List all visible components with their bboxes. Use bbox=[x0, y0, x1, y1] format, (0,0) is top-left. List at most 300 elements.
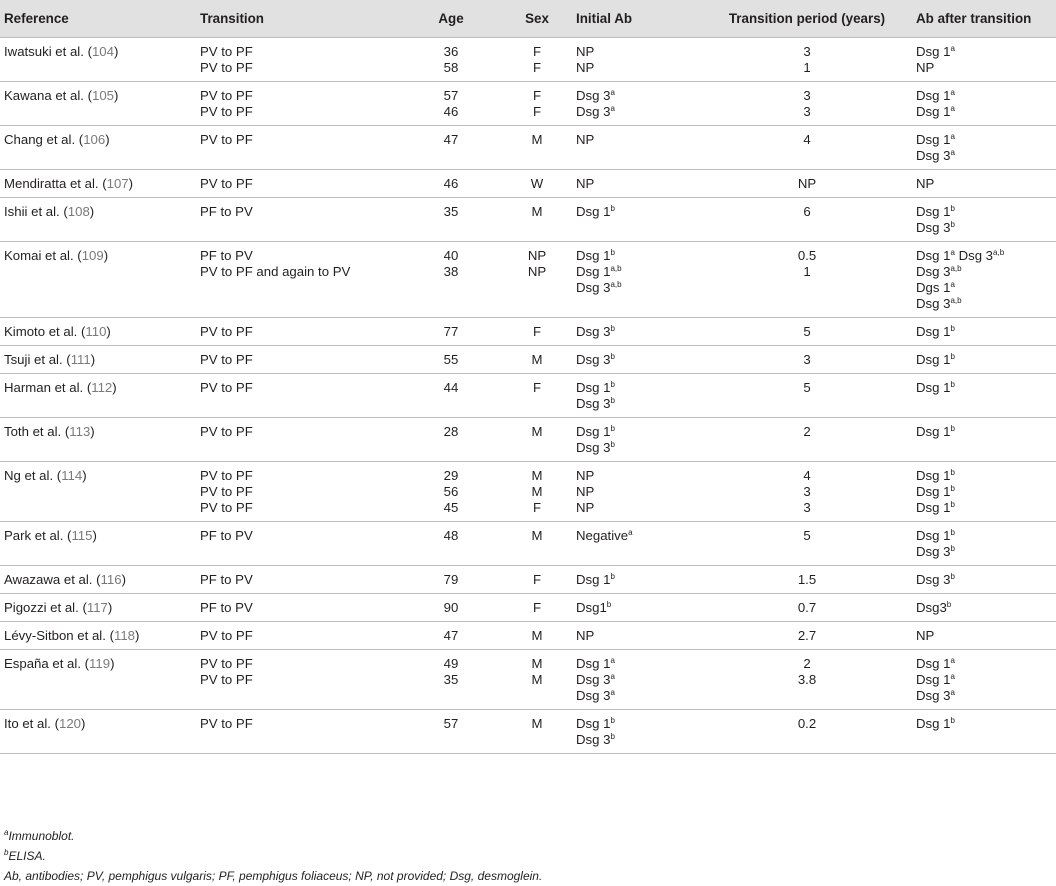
cell-lines bbox=[916, 126, 1052, 164]
cell-reference bbox=[0, 38, 196, 82]
reference-link[interactable]: 108 bbox=[67, 204, 90, 219]
cell-line bbox=[576, 264, 698, 280]
cell-line bbox=[404, 176, 498, 192]
cell-line bbox=[506, 600, 568, 616]
reference-link[interactable]: 112 bbox=[91, 380, 113, 395]
cell-transition bbox=[196, 82, 400, 126]
superscript-note: b bbox=[610, 572, 615, 581]
cell-lines bbox=[506, 594, 568, 616]
cell-line bbox=[706, 600, 908, 616]
reference-link[interactable]: 118 bbox=[113, 628, 135, 643]
reference-link[interactable]: 116 bbox=[100, 572, 122, 587]
cell-line bbox=[916, 688, 1052, 704]
reference-close-paren: ) bbox=[128, 176, 134, 191]
cell-line bbox=[200, 656, 396, 672]
cell-text: 40 bbox=[443, 248, 459, 263]
cell-ab-after bbox=[912, 82, 1056, 126]
cell-lines bbox=[576, 346, 698, 368]
reference-link[interactable]: 106 bbox=[83, 132, 106, 147]
cell-reference bbox=[0, 566, 196, 594]
cell-sex bbox=[502, 374, 572, 418]
cell-line bbox=[200, 248, 396, 264]
cell-text: Dsg 1 bbox=[916, 528, 951, 543]
cell-text: PV to PF bbox=[200, 424, 253, 439]
superscript-note: b bbox=[610, 716, 615, 725]
cell-line bbox=[916, 324, 1052, 340]
cell-transition bbox=[196, 242, 400, 318]
cell-text: 0.2 bbox=[797, 716, 817, 731]
cell-reference bbox=[0, 170, 196, 198]
superscript-note: b bbox=[610, 248, 615, 257]
cell-age bbox=[400, 462, 502, 522]
cell-line bbox=[404, 204, 498, 220]
cell-transition-period bbox=[702, 170, 912, 198]
cell-text: Dsg 1 bbox=[916, 132, 951, 147]
cell-transition bbox=[196, 462, 400, 522]
cell-transition-period bbox=[702, 38, 912, 82]
cell-text: Dgs 1 bbox=[916, 280, 951, 295]
table-body bbox=[0, 38, 1056, 754]
cell-line bbox=[706, 176, 908, 192]
cell-line bbox=[706, 572, 908, 588]
cell-lines bbox=[404, 522, 498, 544]
cell-line bbox=[404, 44, 498, 60]
reference-link[interactable]: 113 bbox=[69, 424, 91, 439]
reference-close-paren: ) bbox=[135, 628, 140, 643]
superscript-note: b bbox=[610, 352, 615, 361]
cell-lines bbox=[506, 38, 568, 76]
cell-age bbox=[400, 374, 502, 418]
cell-age bbox=[400, 126, 502, 170]
cell-line bbox=[706, 528, 908, 544]
cell-age bbox=[400, 594, 502, 622]
cell-line bbox=[706, 656, 908, 672]
cell-line bbox=[576, 688, 698, 704]
cell-text: 47 bbox=[443, 132, 459, 147]
reference-author: Pigozzi et al. bbox=[4, 600, 79, 615]
cell-text: 1 bbox=[803, 264, 811, 279]
cell-text: PF to PV bbox=[200, 600, 253, 615]
reference-link[interactable]: 120 bbox=[58, 716, 81, 731]
cell-line bbox=[916, 716, 1052, 732]
cell-transition-period bbox=[702, 374, 912, 418]
cell-line bbox=[576, 380, 698, 396]
cell-line bbox=[506, 468, 568, 484]
cell-sex bbox=[502, 594, 572, 622]
cell-transition-period bbox=[702, 622, 912, 650]
cell-line bbox=[4, 318, 192, 340]
cell-line bbox=[576, 88, 698, 104]
cell-text: 28 bbox=[443, 424, 459, 439]
cell-line bbox=[200, 264, 396, 280]
cell-line bbox=[404, 572, 498, 588]
cell-line bbox=[506, 500, 568, 516]
cell-text: F bbox=[532, 44, 542, 59]
table-header bbox=[0, 0, 1056, 38]
cell-lines bbox=[916, 594, 1052, 616]
cell-lines bbox=[576, 38, 698, 76]
cell-sex bbox=[502, 170, 572, 198]
reference-link[interactable]: 115 bbox=[71, 528, 93, 543]
cell-lines bbox=[576, 710, 698, 748]
cell-text: PV to PF bbox=[200, 88, 253, 103]
table-row bbox=[0, 462, 1056, 522]
cell-lines bbox=[200, 82, 396, 120]
superscript-note: a bbox=[610, 688, 615, 697]
cell-initial-ab bbox=[572, 198, 702, 242]
cell-text: Dsg 3 bbox=[576, 352, 611, 367]
reference-open-paren: ( bbox=[75, 132, 84, 147]
cell-transition-period bbox=[702, 242, 912, 318]
cell-line bbox=[404, 500, 498, 516]
reference-author: Kimoto et al. bbox=[4, 324, 78, 339]
cell-text: 5 bbox=[803, 324, 811, 339]
cell-initial-ab bbox=[572, 462, 702, 522]
superscript-note: b bbox=[950, 204, 955, 213]
cell-line bbox=[200, 324, 396, 340]
superscript-note: b bbox=[950, 468, 955, 477]
cell-text: Dsg 1 bbox=[576, 264, 611, 279]
cell-line bbox=[916, 628, 1052, 644]
reference-author: Ng et al. bbox=[4, 468, 54, 483]
cell-lines bbox=[706, 566, 908, 588]
reference-link[interactable]: 105 bbox=[91, 88, 114, 103]
cell-lines bbox=[916, 622, 1052, 644]
cell-reference bbox=[0, 82, 196, 126]
cell-lines bbox=[916, 346, 1052, 368]
cell-lines bbox=[506, 242, 568, 280]
reference-link[interactable]: 110 bbox=[85, 324, 107, 339]
cell-lines bbox=[404, 38, 498, 76]
cell-sex bbox=[502, 346, 572, 374]
cell-age bbox=[400, 418, 502, 462]
cell-line bbox=[506, 176, 568, 192]
cell-age bbox=[400, 650, 502, 710]
cell-text: Dsg 1 bbox=[916, 468, 951, 483]
reference-close-paren: ) bbox=[105, 132, 110, 147]
cell-text: NP bbox=[576, 44, 595, 59]
reference-close-paren: ) bbox=[106, 324, 111, 339]
cell-initial-ab bbox=[572, 650, 702, 710]
cell-line bbox=[506, 204, 568, 220]
table-row bbox=[0, 170, 1056, 198]
cell-line bbox=[200, 88, 396, 104]
superscript-note: b bbox=[950, 380, 955, 389]
cell-text: Dsg 3 bbox=[576, 732, 611, 747]
cell-line bbox=[916, 500, 1052, 516]
cell-reference bbox=[0, 622, 196, 650]
superscript-note: a bbox=[950, 44, 955, 53]
table-row bbox=[0, 594, 1056, 622]
cell-line bbox=[200, 352, 396, 368]
reference-link[interactable]: 107 bbox=[106, 176, 129, 191]
reference-open-paren: ( bbox=[63, 528, 72, 543]
cell-lines bbox=[916, 374, 1052, 396]
cell-text: 0.7 bbox=[797, 600, 817, 615]
cell-line bbox=[200, 424, 396, 440]
cell-age bbox=[400, 170, 502, 198]
cell-line bbox=[4, 650, 192, 672]
cell-text: M bbox=[531, 204, 543, 219]
superscript-note: a,b bbox=[993, 248, 1005, 257]
footnote-b bbox=[4, 846, 1054, 866]
cell-text: M bbox=[531, 468, 543, 483]
cell-transition bbox=[196, 170, 400, 198]
cell-text: Dsg 1 bbox=[576, 204, 611, 219]
cell-line bbox=[506, 380, 568, 396]
cell-line bbox=[706, 380, 908, 396]
cell-line bbox=[506, 60, 568, 76]
footnote-a-mark: a bbox=[4, 828, 9, 837]
cell-text: F bbox=[532, 500, 542, 515]
reference-link[interactable]: 111 bbox=[70, 352, 91, 367]
cell-text: PF to PV bbox=[200, 528, 253, 543]
cell-text: NP bbox=[576, 132, 595, 147]
cell-transition bbox=[196, 522, 400, 566]
cell-initial-ab bbox=[572, 566, 702, 594]
cell-text: W bbox=[530, 176, 544, 191]
cell-lines bbox=[576, 650, 698, 704]
cell-line bbox=[916, 572, 1052, 588]
superscript-note: b bbox=[950, 544, 955, 553]
cell-line bbox=[576, 672, 698, 688]
reference-open-paren: ( bbox=[92, 572, 101, 587]
cell-line bbox=[916, 44, 1052, 60]
cell-text: NP bbox=[576, 484, 595, 499]
cell-line bbox=[576, 656, 698, 672]
cell-text: PV to PF bbox=[200, 656, 253, 671]
cell-line bbox=[576, 424, 698, 440]
cell-text: Dsg 3 bbox=[576, 688, 611, 703]
cell-line bbox=[506, 716, 568, 732]
reference-link[interactable]: 109 bbox=[81, 248, 104, 263]
superscript-note: b bbox=[610, 440, 615, 449]
cell-lines bbox=[200, 374, 396, 396]
superscript-note: a bbox=[628, 528, 633, 537]
cell-line bbox=[706, 88, 908, 104]
cell-line bbox=[506, 424, 568, 440]
cell-lines bbox=[916, 318, 1052, 340]
cell-text: PV to PF and again to PV bbox=[200, 264, 351, 279]
cell-sex bbox=[502, 126, 572, 170]
cell-lines bbox=[706, 418, 908, 440]
superscript-note: b bbox=[606, 600, 612, 609]
cell-sex bbox=[502, 318, 572, 346]
cell-initial-ab bbox=[572, 38, 702, 82]
reference-open-paren: ( bbox=[78, 600, 87, 615]
header-initial-ab: Initial Ab bbox=[572, 0, 702, 38]
cell-text: M bbox=[531, 628, 543, 643]
cell-text: Dsg 1 bbox=[916, 672, 951, 687]
cell-transition bbox=[196, 198, 400, 242]
table-row bbox=[0, 418, 1056, 462]
cell-text: M bbox=[531, 484, 543, 499]
header-transition-period: Transition period (years) bbox=[702, 0, 912, 38]
cell-line bbox=[576, 572, 698, 588]
cell-lines bbox=[706, 82, 908, 120]
table-row bbox=[0, 522, 1056, 566]
cell-text: Dsg 1 bbox=[916, 656, 951, 671]
cell-reference bbox=[0, 318, 196, 346]
reference-link[interactable]: 114 bbox=[61, 468, 83, 483]
reference-link[interactable]: 117 bbox=[86, 600, 108, 615]
cell-lines bbox=[916, 198, 1052, 236]
cell-text: 58 bbox=[443, 60, 459, 75]
cell-lines bbox=[706, 374, 908, 396]
cell-lines bbox=[706, 346, 908, 368]
cell-line bbox=[404, 528, 498, 544]
cell-text: PV to PF bbox=[200, 468, 253, 483]
cell-text: Dsg 1 bbox=[916, 248, 951, 263]
cell-line bbox=[200, 484, 396, 500]
reference-link[interactable]: 104 bbox=[91, 44, 114, 59]
superscript-note: b bbox=[610, 380, 615, 389]
cell-sex bbox=[502, 242, 572, 318]
cell-line bbox=[404, 324, 498, 340]
footnote-abbreviations: Ab, antibodies; PV, pemphigus vulgaris; PF, pemphigus foliaceus; NP, not provided; Dsg, desmoglein. bbox=[4, 869, 543, 883]
cell-text: PF to PV bbox=[200, 204, 253, 219]
cell-text: 3 bbox=[803, 104, 811, 119]
cell-text: 29 bbox=[443, 468, 459, 483]
cell-line bbox=[404, 380, 498, 396]
cell-ab-after bbox=[912, 318, 1056, 346]
cell-text: PV to PF bbox=[200, 352, 253, 367]
cell-line bbox=[916, 484, 1052, 500]
superscript-note: a bbox=[950, 104, 955, 113]
cell-age bbox=[400, 710, 502, 754]
cell-line bbox=[404, 264, 498, 280]
cell-text: PV to PF bbox=[200, 500, 253, 515]
reference-author: Toth et al. bbox=[4, 424, 62, 439]
cell-ab-after bbox=[912, 346, 1056, 374]
reference-close-paren: ) bbox=[81, 716, 86, 731]
cell-line bbox=[706, 264, 908, 280]
reference-open-paren: ( bbox=[83, 88, 92, 103]
cell-text: 3 bbox=[803, 352, 811, 367]
cell-line bbox=[4, 622, 192, 644]
cell-line bbox=[404, 672, 498, 688]
superscript-note: a,b bbox=[950, 296, 962, 305]
cell-sex bbox=[502, 522, 572, 566]
cell-transition-period bbox=[702, 710, 912, 754]
cell-transition bbox=[196, 622, 400, 650]
cell-lines bbox=[200, 346, 396, 368]
cell-text: Dsg 1 bbox=[576, 656, 611, 671]
cell-text: Dsg 3 bbox=[916, 296, 951, 311]
cell-line bbox=[576, 204, 698, 220]
cell-line bbox=[916, 380, 1052, 396]
cell-line bbox=[200, 176, 396, 192]
table-row bbox=[0, 242, 1056, 318]
cell-line bbox=[404, 88, 498, 104]
cell-lines bbox=[200, 594, 396, 616]
reference-author: Harman et al. bbox=[4, 380, 84, 395]
cell-line bbox=[916, 204, 1052, 220]
cell-line bbox=[706, 468, 908, 484]
reference-author: Park et al. bbox=[4, 528, 64, 543]
cell-line bbox=[576, 600, 698, 616]
table-row bbox=[0, 346, 1056, 374]
cell-lines bbox=[506, 170, 568, 192]
cell-text: F bbox=[532, 600, 542, 615]
cell-lines bbox=[916, 418, 1052, 440]
cell-text: Dsg 1 bbox=[576, 716, 611, 731]
cell-line bbox=[916, 600, 1052, 616]
cell-lines bbox=[200, 198, 396, 220]
cell-text: 1.5 bbox=[797, 572, 817, 587]
cell-text: Dsg 3 bbox=[954, 248, 994, 263]
cell-line bbox=[4, 198, 192, 220]
superscript-note: a,b bbox=[610, 280, 622, 289]
cell-lines bbox=[506, 418, 568, 440]
cell-text: PV to PF bbox=[200, 484, 253, 499]
cell-transition bbox=[196, 126, 400, 170]
cell-line bbox=[4, 594, 192, 616]
cell-line bbox=[706, 204, 908, 220]
reference-close-paren: ) bbox=[107, 600, 113, 615]
cell-line bbox=[506, 484, 568, 500]
reference-close-paren: ) bbox=[103, 248, 109, 263]
cell-reference bbox=[0, 374, 196, 418]
cell-line bbox=[506, 324, 568, 340]
cell-ab-after bbox=[912, 38, 1056, 82]
cell-lines bbox=[916, 170, 1052, 192]
reference-link[interactable]: 119 bbox=[89, 656, 111, 671]
cell-lines bbox=[916, 82, 1052, 120]
cell-sex bbox=[502, 198, 572, 242]
superscript-note: b bbox=[950, 484, 955, 493]
cell-text: 79 bbox=[443, 572, 459, 587]
superscript-note: a bbox=[610, 88, 615, 97]
cell-age bbox=[400, 622, 502, 650]
cell-age bbox=[400, 318, 502, 346]
reference-close-paren: ) bbox=[90, 424, 95, 439]
reference-close-paren: ) bbox=[114, 88, 119, 103]
cell-lines bbox=[200, 242, 396, 280]
cell-line bbox=[4, 170, 192, 192]
cell-line bbox=[916, 296, 1052, 312]
superscript-note: a bbox=[950, 148, 955, 157]
cell-text: Dsg 1 bbox=[576, 424, 611, 439]
table-row bbox=[0, 374, 1056, 418]
cell-text: Dsg 1 bbox=[916, 484, 951, 499]
cell-lines bbox=[404, 710, 498, 732]
cell-line bbox=[576, 500, 698, 516]
cell-text: NP bbox=[576, 628, 595, 643]
cell-text: Dsg 3 bbox=[576, 280, 611, 295]
cell-line bbox=[506, 628, 568, 644]
cell-line bbox=[916, 148, 1052, 164]
cell-reference bbox=[0, 126, 196, 170]
cell-text: M bbox=[531, 528, 543, 543]
cell-line bbox=[576, 396, 698, 412]
cell-text: 38 bbox=[443, 264, 459, 279]
reference-open-paren: ( bbox=[59, 204, 68, 219]
cell-reference bbox=[0, 242, 196, 318]
cell-reference bbox=[0, 462, 196, 522]
cell-line bbox=[200, 600, 396, 616]
cell-text: PF to PV bbox=[200, 248, 253, 263]
cell-lines bbox=[576, 594, 698, 616]
cell-line bbox=[576, 44, 698, 60]
cell-line bbox=[916, 672, 1052, 688]
superscript-note: b bbox=[946, 600, 952, 609]
cell-text: M bbox=[531, 656, 543, 671]
cell-line bbox=[404, 484, 498, 500]
cell-line bbox=[576, 528, 698, 544]
cell-text: 2.7 bbox=[797, 628, 817, 643]
cell-lines bbox=[404, 170, 498, 192]
